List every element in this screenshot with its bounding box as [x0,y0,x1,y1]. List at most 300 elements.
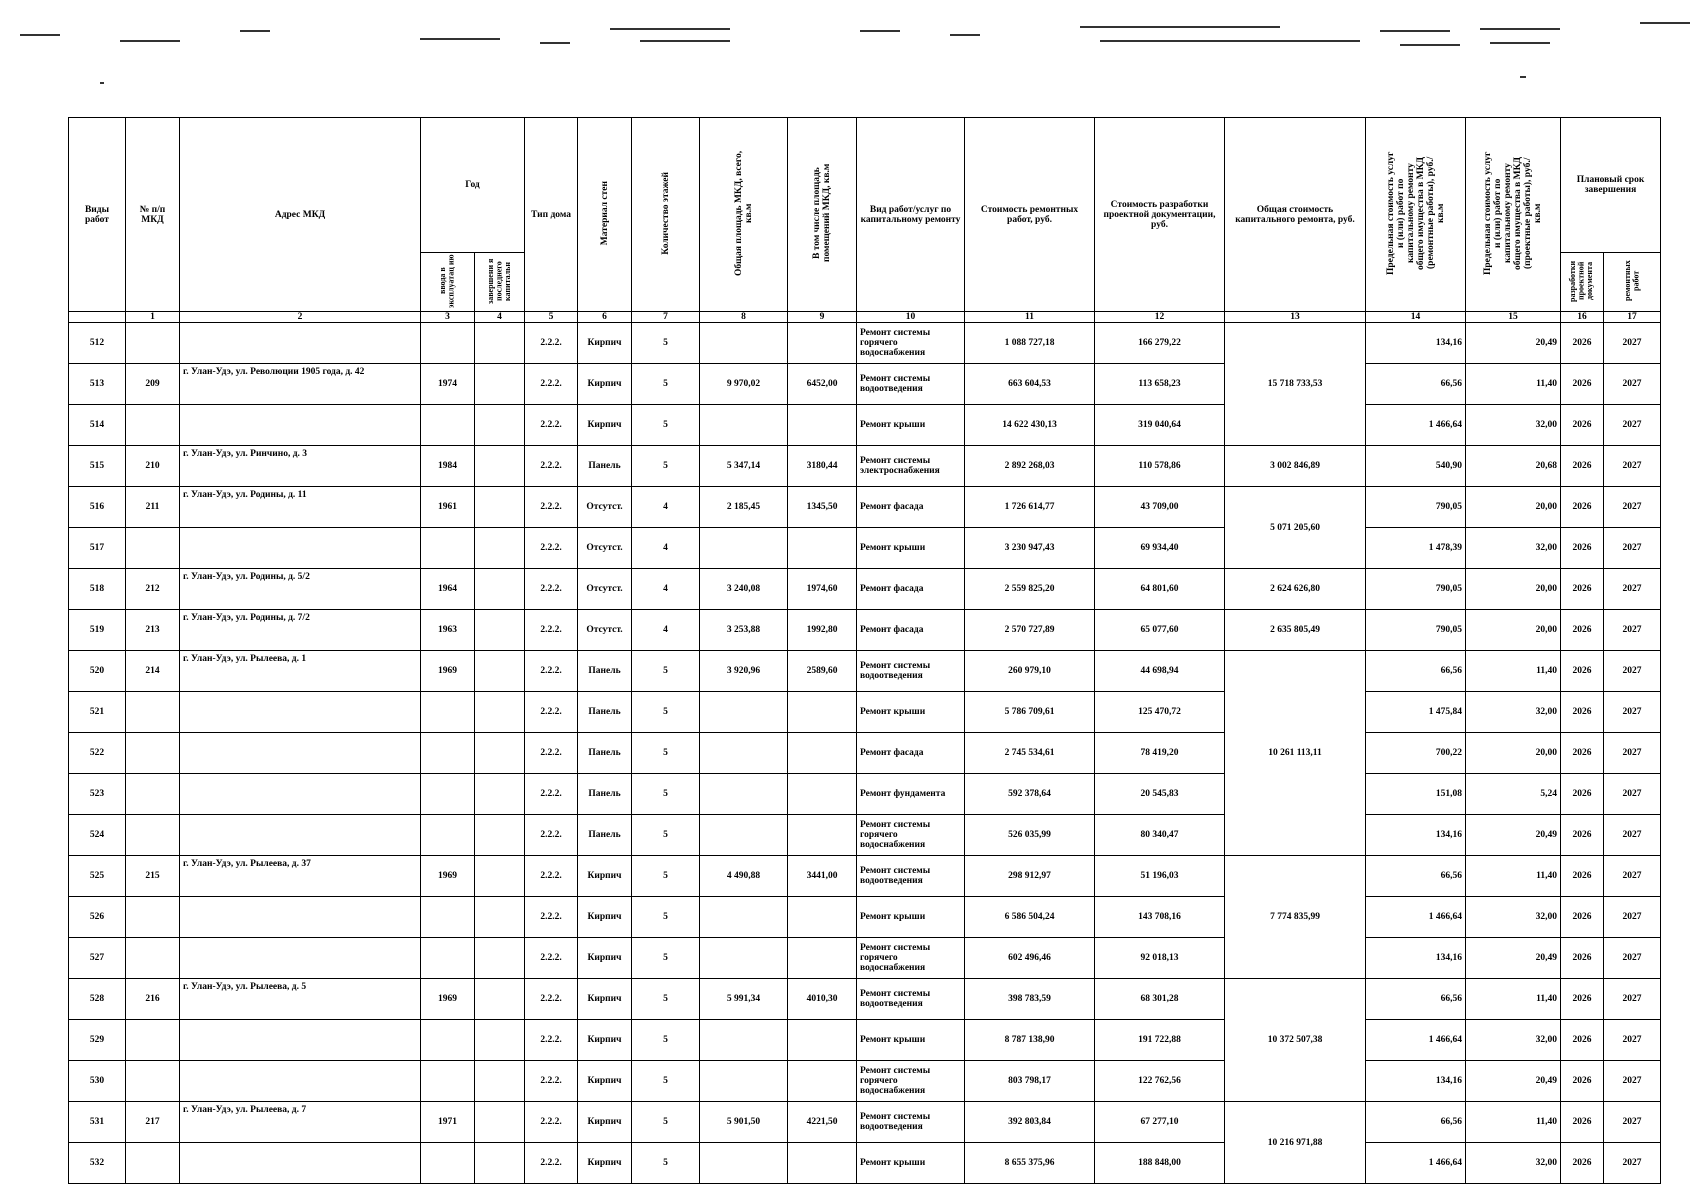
row-house-type: 2.2.2. [525,1143,578,1184]
row-project-cost: 64 801,60 [1095,569,1225,610]
row-limit-repair: 1 478,39 [1366,528,1466,569]
row-mkd-number: 216 [126,979,180,1020]
row-limit-repair: 66,56 [1366,856,1466,897]
row-mkd-number: 211 [126,487,180,528]
row-floors: 5 [632,897,700,938]
row-repair-cost: 1 726 614,77 [965,487,1095,528]
row-year-commissioned [421,692,475,733]
row-premises-area [788,405,857,446]
row-mkd-number: 212 [126,569,180,610]
row-deadline-repair: 2027 [1604,774,1661,815]
row-house-type: 2.2.2. [525,405,578,446]
column-number: 3 [421,312,475,323]
row-repair-cost: 2 559 825,20 [965,569,1095,610]
row-house-type: 2.2.2. [525,1020,578,1061]
row-deadline-repair: 2027 [1604,897,1661,938]
row-work-id: 523 [69,774,126,815]
row-year-commissioned: 1969 [421,856,475,897]
row-work-kind: Ремонт крыши [857,1020,965,1061]
row-limit-project: 11,40 [1466,856,1561,897]
row-work-id: 522 [69,733,126,774]
row-limit-project: 20,68 [1466,446,1561,487]
row-limit-project: 11,40 [1466,364,1561,405]
row-house-type: 2.2.2. [525,897,578,938]
row-repair-cost: 298 912,97 [965,856,1095,897]
row-floors: 5 [632,323,700,364]
row-address: г. Улан-Удэ, ул. Родины, д. 7/2 [180,610,421,651]
row-work-id: 527 [69,938,126,979]
header-repair-cost: Стоимость ремонтных работ, руб. [965,118,1095,312]
header-work-kind: Вид работ/услуг по капитальному ремонту [857,118,965,312]
row-repair-cost: 526 035,99 [965,815,1095,856]
row-work-id: 518 [69,569,126,610]
row-year-commissioned: 1964 [421,569,475,610]
row-deadline-project: 2026 [1561,610,1604,651]
table-row [69,856,1661,897]
row-repair-cost: 3 230 947,43 [965,528,1095,569]
row-floors: 4 [632,569,700,610]
row-limit-project: 20,49 [1466,815,1561,856]
row-limit-repair: 134,16 [1366,815,1466,856]
row-year-last-repair [475,774,525,815]
row-wall-material: Панель [578,733,632,774]
row-floors: 5 [632,979,700,1020]
row-work-id: 525 [69,856,126,897]
row-work-id: 517 [69,528,126,569]
row-address: г. Улан-Удэ, ул. Рылеева, д. 5 [180,979,421,1020]
row-address [180,1143,421,1184]
column-number: 16 [1561,312,1604,323]
row-floors: 5 [632,1143,700,1184]
row-address: г. Улан-Удэ, ул. Рылеева, д. 7 [180,1102,421,1143]
row-premises-area [788,938,857,979]
header-wall-material: Материал стен [578,118,632,312]
row-work-id: 514 [69,405,126,446]
row-wall-material: Отсутст. [578,569,632,610]
row-work-id: 519 [69,610,126,651]
row-deadline-repair: 2027 [1604,364,1661,405]
row-limit-repair: 66,56 [1366,651,1466,692]
row-house-type: 2.2.2. [525,856,578,897]
row-limit-project: 20,49 [1466,1061,1561,1102]
row-work-kind: Ремонт системы горячего водоснабжения [857,938,965,979]
row-year-commissioned: 1971 [421,1102,475,1143]
row-deadline-repair: 2027 [1604,610,1661,651]
row-premises-area [788,733,857,774]
row-house-type: 2.2.2. [525,979,578,1020]
row-deadline-project: 2026 [1561,1061,1604,1102]
row-year-last-repair [475,692,525,733]
header-floors: Количество этажей [632,118,700,312]
row-wall-material: Панель [578,446,632,487]
row-work-id: 515 [69,446,126,487]
row-limit-repair: 66,56 [1366,979,1466,1020]
column-number: 8 [700,312,788,323]
row-repair-cost: 663 604,53 [965,364,1095,405]
row-mkd-number [126,1143,180,1184]
row-limit-repair: 134,16 [1366,1061,1466,1102]
column-number: 5 [525,312,578,323]
row-year-commissioned [421,323,475,364]
header-year-last-repair: завершени я последнего капитальн [475,253,525,312]
table-row [69,692,1661,733]
table-row [69,487,1661,528]
row-work-kind: Ремонт системы водоотведения [857,1102,965,1143]
column-number: 7 [632,312,700,323]
row-deadline-project: 2026 [1561,323,1604,364]
column-number [69,312,126,323]
row-work-kind: Ремонт фасада [857,487,965,528]
header-total-cost: Общая стоимость капитального ремонта, руб. [1225,118,1366,312]
row-address: г. Улан-Удэ, ул. Родины, д. 5/2 [180,569,421,610]
row-repair-cost: 2 745 534,61 [965,733,1095,774]
row-premises-area [788,1143,857,1184]
row-repair-cost: 592 378,64 [965,774,1095,815]
row-house-type: 2.2.2. [525,1102,578,1143]
row-deadline-project: 2026 [1561,528,1604,569]
row-mkd-number: 213 [126,610,180,651]
column-number: 2 [180,312,421,323]
row-deadline-project: 2026 [1561,733,1604,774]
row-wall-material: Кирпич [578,1102,632,1143]
row-floors: 5 [632,405,700,446]
row-house-type: 2.2.2. [525,1061,578,1102]
row-premises-area: 3180,44 [788,446,857,487]
row-year-commissioned [421,897,475,938]
column-number: 12 [1095,312,1225,323]
row-floors: 5 [632,938,700,979]
row-total-area [700,692,788,733]
row-deadline-repair: 2027 [1604,651,1661,692]
row-deadline-project: 2026 [1561,897,1604,938]
row-deadline-project: 2026 [1561,979,1604,1020]
table-row [69,1061,1661,1102]
row-mkd-number [126,1061,180,1102]
table-row [69,446,1661,487]
row-total-area [700,1061,788,1102]
column-number: 1 [126,312,180,323]
row-project-cost: 51 196,03 [1095,856,1225,897]
row-limit-project: 32,00 [1466,897,1561,938]
row-deadline-repair: 2027 [1604,1061,1661,1102]
row-year-last-repair [475,979,525,1020]
row-house-type: 2.2.2. [525,774,578,815]
row-address [180,692,421,733]
row-address [180,897,421,938]
row-project-cost: 166 279,22 [1095,323,1225,364]
row-floors: 5 [632,446,700,487]
table-row [69,405,1661,446]
row-year-last-repair [475,651,525,692]
header-deadline-project: разработки проектной документа [1561,253,1604,312]
row-deadline-repair: 2027 [1604,938,1661,979]
row-project-cost: 191 722,88 [1095,1020,1225,1061]
row-address [180,774,421,815]
row-work-id: 532 [69,1143,126,1184]
row-work-id: 513 [69,364,126,405]
column-number: 11 [965,312,1095,323]
row-wall-material: Панель [578,651,632,692]
row-wall-material: Отсутст. [578,528,632,569]
row-wall-material: Панель [578,815,632,856]
row-mkd-number [126,733,180,774]
row-limit-repair: 66,56 [1366,1102,1466,1143]
row-work-kind: Ремонт фасада [857,733,965,774]
row-limit-repair: 151,08 [1366,774,1466,815]
row-year-commissioned [421,405,475,446]
row-floors: 4 [632,610,700,651]
row-work-kind: Ремонт системы горячего водоснабжения [857,323,965,364]
row-repair-cost: 14 622 430,13 [965,405,1095,446]
row-year-last-repair [475,610,525,651]
row-total-cost: 2 635 805,49 [1225,610,1366,651]
row-limit-project: 32,00 [1466,528,1561,569]
row-total-cost: 10 261 113,11 [1225,651,1366,856]
row-house-type: 2.2.2. [525,651,578,692]
table-row [69,651,1661,692]
row-year-last-repair [475,323,525,364]
row-total-area [700,405,788,446]
row-limit-repair: 790,05 [1366,569,1466,610]
row-year-commissioned [421,1061,475,1102]
row-house-type: 2.2.2. [525,938,578,979]
row-mkd-number [126,815,180,856]
row-mkd-number: 214 [126,651,180,692]
row-mkd-number [126,405,180,446]
row-floors: 5 [632,733,700,774]
row-year-last-repair [475,938,525,979]
row-total-cost: 2 624 626,80 [1225,569,1366,610]
header-deadline-repair: ремонтных работ [1604,253,1661,312]
table-row [69,323,1661,364]
row-work-id: 530 [69,1061,126,1102]
row-project-cost: 78 419,20 [1095,733,1225,774]
row-address [180,528,421,569]
row-repair-cost: 398 783,59 [965,979,1095,1020]
row-mkd-number: 210 [126,446,180,487]
row-limit-repair: 1 466,64 [1366,1143,1466,1184]
table-row [69,364,1661,405]
row-total-area [700,774,788,815]
row-project-cost: 143 708,16 [1095,897,1225,938]
row-premises-area [788,815,857,856]
row-floors: 5 [632,651,700,692]
row-limit-project: 20,49 [1466,938,1561,979]
row-floors: 5 [632,364,700,405]
row-limit-project: 32,00 [1466,1020,1561,1061]
table-row [69,979,1661,1020]
row-wall-material: Кирпич [578,897,632,938]
row-house-type: 2.2.2. [525,528,578,569]
row-work-kind: Ремонт крыши [857,897,965,938]
row-premises-area [788,1020,857,1061]
row-work-kind: Ремонт фасада [857,569,965,610]
row-work-kind: Ремонт крыши [857,405,965,446]
row-repair-cost: 8 787 138,90 [965,1020,1095,1061]
table-row [69,569,1661,610]
row-floors: 5 [632,1020,700,1061]
row-total-area [700,1020,788,1061]
row-limit-project: 32,00 [1466,692,1561,733]
row-year-commissioned [421,1143,475,1184]
column-number: 4 [475,312,525,323]
column-number: 13 [1225,312,1366,323]
row-year-commissioned: 1984 [421,446,475,487]
row-work-kind: Ремонт фасада [857,610,965,651]
row-address: г. Улан-Удэ, ул. Революции 1905 года, д. 42 [180,364,421,405]
row-limit-repair: 540,90 [1366,446,1466,487]
row-address: г. Улан-Удэ, ул. Рылеева, д. 37 [180,856,421,897]
row-deadline-repair: 2027 [1604,733,1661,774]
row-deadline-repair: 2027 [1604,815,1661,856]
row-deadline-repair: 2027 [1604,1143,1661,1184]
header-planned-deadline: Плановый срок завершения [1561,118,1661,253]
row-year-commissioned [421,1020,475,1061]
row-limit-project: 20,00 [1466,569,1561,610]
row-house-type: 2.2.2. [525,815,578,856]
row-deadline-repair: 2027 [1604,446,1661,487]
column-number: 9 [788,312,857,323]
row-total-area: 9 970,02 [700,364,788,405]
row-mkd-number [126,774,180,815]
row-project-cost: 44 698,94 [1095,651,1225,692]
row-address [180,733,421,774]
row-deadline-repair: 2027 [1604,528,1661,569]
row-deadline-repair: 2027 [1604,569,1661,610]
row-year-last-repair [475,1061,525,1102]
row-project-cost: 69 934,40 [1095,528,1225,569]
row-year-commissioned: 1969 [421,651,475,692]
row-total-cost: 10 372 507,38 [1225,979,1366,1102]
row-project-cost: 188 848,00 [1095,1143,1225,1184]
row-year-commissioned [421,774,475,815]
row-deadline-project: 2026 [1561,651,1604,692]
row-total-area: 5 991,34 [700,979,788,1020]
row-floors: 5 [632,815,700,856]
column-number: 10 [857,312,965,323]
row-year-last-repair [475,1102,525,1143]
row-address [180,1020,421,1061]
row-address [180,323,421,364]
row-limit-project: 32,00 [1466,405,1561,446]
row-house-type: 2.2.2. [525,364,578,405]
row-year-last-repair [475,405,525,446]
table-row [69,897,1661,938]
row-total-area [700,815,788,856]
row-mkd-number: 215 [126,856,180,897]
row-premises-area [788,897,857,938]
row-floors: 4 [632,487,700,528]
row-limit-project: 20,00 [1466,487,1561,528]
column-number: 17 [1604,312,1661,323]
table-row [69,815,1661,856]
row-deadline-repair: 2027 [1604,1102,1661,1143]
header-limit-repair: Предельная стоимость услуг и (или) работ по капитальному ремонту общего имущества в МКД (ремонтные работы), руб./кв.м [1366,118,1466,312]
row-repair-cost: 803 798,17 [965,1061,1095,1102]
row-limit-repair: 1 475,84 [1366,692,1466,733]
row-total-area [700,528,788,569]
row-repair-cost: 2 892 268,03 [965,446,1095,487]
row-work-id: 531 [69,1102,126,1143]
row-deadline-project: 2026 [1561,938,1604,979]
row-year-commissioned: 1974 [421,364,475,405]
row-limit-repair: 1 466,64 [1366,405,1466,446]
row-repair-cost: 602 496,46 [965,938,1095,979]
row-total-area [700,897,788,938]
row-total-cost: 5 071 205,60 [1225,487,1366,569]
row-mkd-number [126,692,180,733]
table-row [69,774,1661,815]
row-wall-material: Кирпич [578,938,632,979]
row-total-area: 3 240,08 [700,569,788,610]
row-deadline-project: 2026 [1561,446,1604,487]
row-year-last-repair [475,856,525,897]
row-limit-repair: 1 466,64 [1366,897,1466,938]
row-year-commissioned [421,938,475,979]
row-project-cost: 80 340,47 [1095,815,1225,856]
row-address [180,938,421,979]
row-limit-repair: 790,05 [1366,610,1466,651]
row-wall-material: Панель [578,692,632,733]
row-premises-area: 3441,00 [788,856,857,897]
row-repair-cost: 1 088 727,18 [965,323,1095,364]
row-limit-repair: 134,16 [1366,938,1466,979]
row-address: г. Улан-Удэ, ул. Родины, д. 11 [180,487,421,528]
row-limit-repair: 700,22 [1366,733,1466,774]
header-limit-project: Предельная стоимость услуг и (или) работ по капитальному ремонту общего имущества в МКД (проектные работы), руб./кв.м [1466,118,1561,312]
row-wall-material: Кирпич [578,979,632,1020]
row-premises-area: 6452,00 [788,364,857,405]
row-total-area [700,938,788,979]
row-total-cost: 7 774 835,99 [1225,856,1366,979]
row-premises-area [788,1061,857,1102]
row-repair-cost: 6 586 504,24 [965,897,1095,938]
row-year-last-repair [475,897,525,938]
row-work-kind: Ремонт системы горячего водоснабжения [857,1061,965,1102]
row-wall-material: Кирпич [578,1061,632,1102]
header-project-cost: Стоимость разработки проектной документации, руб. [1095,118,1225,312]
row-premises-area [788,528,857,569]
row-year-commissioned: 1961 [421,487,475,528]
row-year-last-repair [475,364,525,405]
row-house-type: 2.2.2. [525,487,578,528]
header-premises-area: В том числе площадь помещений МКД, кв.м [788,118,857,312]
row-deadline-project: 2026 [1561,856,1604,897]
row-house-type: 2.2.2. [525,692,578,733]
header-year-commissioned: ввода в эксплуатац ию [421,253,475,312]
row-project-cost: 67 277,10 [1095,1102,1225,1143]
header-year: Год [421,118,525,253]
header-mkd-number: № п/п МКД [126,118,180,312]
table-row [69,1020,1661,1061]
row-wall-material: Отсутст. [578,610,632,651]
column-number: 14 [1366,312,1466,323]
row-deadline-project: 2026 [1561,487,1604,528]
row-work-kind: Ремонт системы водоотведения [857,364,965,405]
row-address: г. Улан-Удэ, ул. Ринчино, д. 3 [180,446,421,487]
row-floors: 4 [632,528,700,569]
column-number: 6 [578,312,632,323]
header-house-type: Тип дома [525,118,578,312]
row-deadline-repair: 2027 [1604,856,1661,897]
row-deadline-project: 2026 [1561,774,1604,815]
row-limit-project: 20,00 [1466,610,1561,651]
row-mkd-number [126,897,180,938]
row-wall-material: Панель [578,774,632,815]
row-address [180,815,421,856]
row-deadline-repair: 2027 [1604,487,1661,528]
row-year-commissioned [421,528,475,569]
